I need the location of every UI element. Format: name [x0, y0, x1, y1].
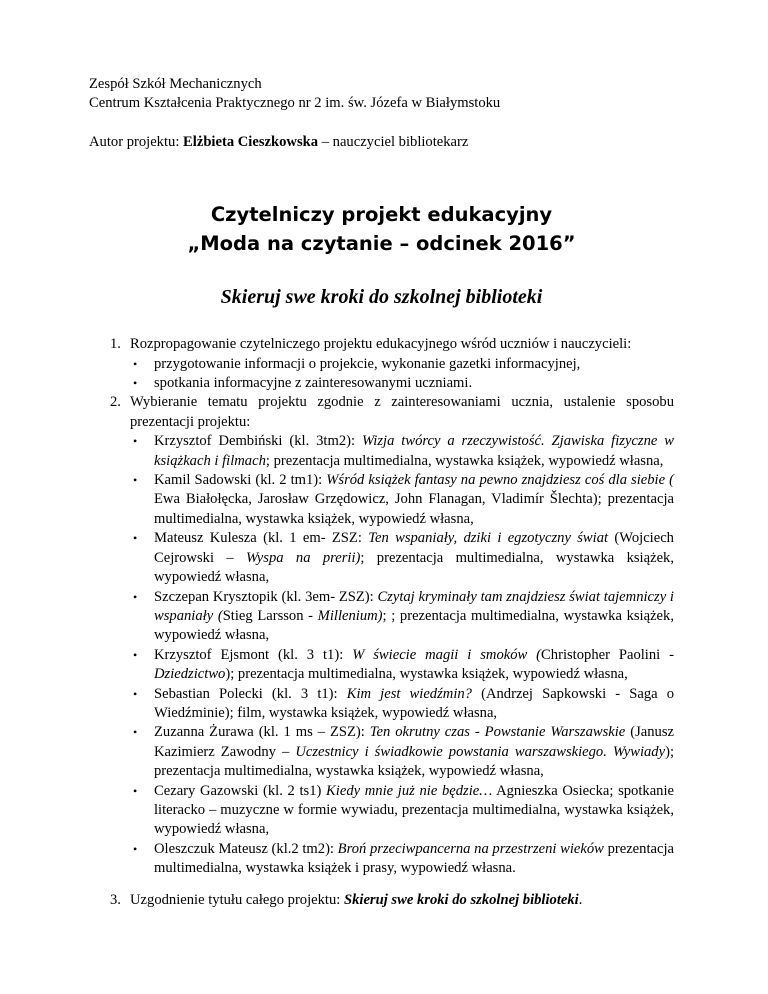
- sub-list-item: [130, 723, 674, 781]
- presentation-form: ); prezentacja multimedialna, wystawka książek, wypowiedź własna,: [154, 743, 674, 780]
- title-line-1: Czytelniczy projekt edukacyjny: [210, 203, 553, 227]
- topic-title: Kiedy mnie już nie będzie…: [326, 782, 493, 799]
- topic-title: Czytaj kryminały tam znajdziesz świat tajemniczy i wspaniały (: [154, 588, 674, 624]
- sub-list: [130, 355, 674, 394]
- student-info: Krzysztof Dembiński (kl. 3tm2):: [154, 433, 362, 450]
- book-title: Uczestnicy i świadkowie powstania warszawskiego. Wywiady: [295, 743, 666, 760]
- topic-title: W świecie magii i smoków (: [352, 646, 542, 663]
- presentation-form: ; ; prezentacja multimedialna, wystawka książek, wypowiedź własna,: [154, 607, 674, 644]
- header: [89, 75, 674, 152]
- sub-list-item: [130, 471, 674, 529]
- school-name: Zespół Szkół Mechanicznych: [89, 76, 262, 92]
- book-author: Christopher Paolini -: [541, 646, 674, 663]
- sub-list-item: [130, 840, 674, 879]
- item-text: Wybieranie tematu projektu zgodnie z zainteresowaniami ucznia, ustalenie sposobu prezentacji projektu:: [130, 394, 674, 430]
- item-text: Uzgodnienie tytułu całego projektu:: [130, 891, 344, 908]
- sub-list-item: [130, 646, 674, 685]
- document-title: [89, 200, 674, 258]
- topic-title: Kim jest wiedźmin?: [346, 685, 472, 702]
- student-info: Szczepan Krysztopik (kl. 3em- ZSZ):: [154, 588, 378, 605]
- item-number: 3.: [110, 891, 121, 908]
- center-name: Centrum Kształcenia Praktycznego nr 2 im. św. Józefa w Białymstoku: [89, 95, 501, 112]
- title-line-2: „Moda na czytanie – odcinek 2016”: [187, 232, 576, 256]
- sub-list: [130, 432, 674, 878]
- book-author: (Janusz Kazimierz Zawodny –: [154, 724, 675, 760]
- book-title: Wyspa na prerii): [245, 549, 361, 566]
- bullet-icon: •: [133, 725, 138, 740]
- topic-title: Ten wspaniały, dziki i egzotyczny świat: [368, 530, 609, 547]
- project-steps-list: [89, 335, 674, 910]
- sub-item-text: spotkania informacyjne z zainteresowanymi uczniami.: [154, 375, 473, 392]
- bullet-icon: •: [133, 647, 138, 662]
- item-number: 1.: [110, 336, 121, 353]
- item-text: Rozpropagowanie czytelniczego projektu edukacyjnego wśród uczniów i nauczycieli:: [130, 336, 632, 353]
- presentation-form: ; prezentacja multimedialna, wystawka książek, wypowiedź własna,: [265, 452, 664, 469]
- presentation-form: (Andrzej Sapkowski - Saga o Wiedźminie); film, wystawka książek, wypowiedź własna,: [154, 685, 675, 721]
- book-title: Millenium): [317, 607, 383, 624]
- item-end: .: [578, 891, 583, 908]
- sub-list-item: [130, 529, 674, 587]
- bullet-icon: •: [133, 589, 138, 604]
- student-info: Cezary Gazowski (kl. 2 ts1): [154, 782, 327, 799]
- document-subtitle: Skieruj swe kroki do szkolnej biblioteki: [220, 286, 543, 309]
- book-title: Dziedzictwo: [154, 666, 226, 683]
- presentation-form: Agnieszka Osiecka; spotkanie literacko – muzyczne w formie wywiadu, prezentacja multimedialna, wystawka książek, wypowiedź własna,: [154, 782, 674, 838]
- bullet-icon: •: [133, 434, 138, 449]
- document-page: [89, 75, 674, 910]
- author-prefix: Autor projektu:: [89, 133, 184, 150]
- sub-list-item: [130, 374, 674, 393]
- list-item: [89, 891, 674, 910]
- sub-list-item: [130, 355, 674, 374]
- bullet-icon: •: [133, 531, 138, 546]
- topic-title: Broń przeciwpancerna na przestrzeni wieków: [337, 840, 604, 857]
- author-name: Elżbieta Cieszkowska: [183, 133, 319, 150]
- sub-item-text: przygotowanie informacji o projekcie, wykonanie gazetki informacyjnej,: [154, 355, 581, 372]
- book-author: Stieg Larsson -: [222, 607, 318, 624]
- bullet-icon: •: [133, 473, 138, 488]
- item-number: 2.: [110, 394, 121, 411]
- author-line: [89, 133, 674, 152]
- sub-list-item: [130, 685, 674, 724]
- list-item: [89, 335, 674, 393]
- sub-list-item: [130, 588, 674, 646]
- topic-title: Ten okrutny czas - Powstanie Warszawskie: [369, 724, 626, 741]
- bullet-icon: •: [133, 841, 138, 856]
- student-info: Kamil Sadowski (kl. 2 tm1):: [154, 472, 327, 489]
- bullet-icon: •: [133, 356, 138, 371]
- student-info: Sebastian Polecki (kl. 3 t1):: [154, 685, 347, 702]
- bullet-icon: •: [133, 783, 138, 798]
- project-title: Skieruj swe kroki do szkolnej biblioteki: [343, 891, 579, 908]
- student-info: Krzysztof Ejsmont (kl. 3 t1):: [154, 646, 353, 663]
- presentation-form: Ewa Białołęcka, Jarosław Grzędowicz, John Flanagan, Vladimír Šlechta); prezentacja multimedialna, wystawka książek, wypowiedź własna,: [154, 491, 674, 527]
- sub-list-item: [130, 782, 674, 840]
- student-info: Mateusz Kulesza (kl. 1 em- ZSZ:: [154, 530, 369, 547]
- presentation-form: ; prezentacja multimedialna, wystawka książek, wypowiedź własna,: [154, 549, 674, 586]
- student-info: Zuzanna Żurawa (kl. 1 ms – ZSZ):: [154, 724, 370, 741]
- topic-title: Wśród książek fantasy na pewno znajdziesz coś dla siebie (: [326, 472, 674, 489]
- student-info: Oleszczuk Mateusz (kl.2 tm2):: [154, 840, 338, 857]
- bullet-icon: •: [133, 376, 138, 391]
- sub-list-item: [130, 432, 674, 471]
- presentation-form: prezentacja multimedialna, wystawka książek i prasy, wypowiedź własna.: [154, 840, 674, 877]
- presentation-form: ); prezentacja multimedialna, wystawka książek, wypowiedź własna,: [225, 666, 628, 683]
- book-author: (Wojciech Cejrowski –: [154, 530, 674, 566]
- author-role: – nauczyciel bibliotekarz: [318, 133, 469, 150]
- bullet-icon: •: [133, 686, 138, 701]
- topic-title: Wizja twórcy a rzeczywistość. Zjawiska fizyczne w książkach i filmach: [154, 433, 674, 469]
- list-item: [89, 393, 674, 878]
